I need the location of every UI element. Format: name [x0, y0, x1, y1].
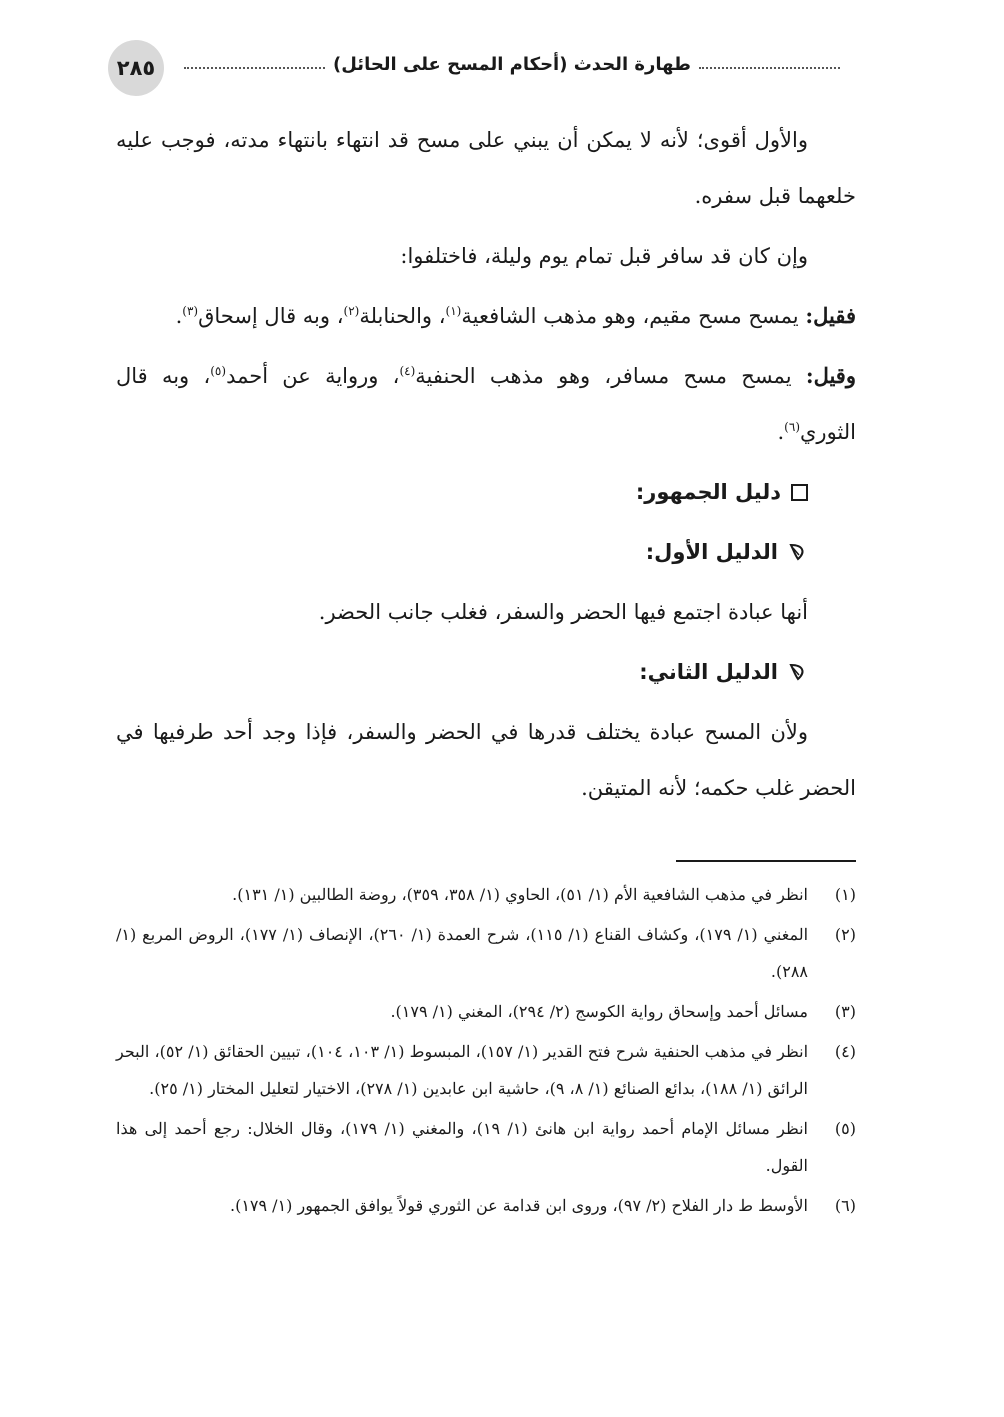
footnote [116, 876, 856, 913]
footnote-number: (٣) [834, 1002, 856, 1021]
footnote-ref-4[interactable]: (٤) [399, 364, 416, 378]
paragraph-3-text: ، والحنابلة [359, 304, 446, 328]
paragraph-3-text: يمسح مسح مقيم، وهو مذهب الشافعية [461, 304, 806, 328]
footnote-number: (٢) [834, 925, 856, 944]
main-text [116, 112, 856, 820]
section-heading-text: دليل الجمهور: [635, 480, 781, 504]
footnote-ref-6[interactable]: (٦) [784, 420, 800, 434]
paragraph-4 [116, 348, 856, 460]
paragraph-6: ولأن المسح عبادة يختلف قدرها في الحضر والسفر، فإذا وجد أحد طرفيها في الحضر غلب حكمه؛ لأنه المتيقن. [116, 720, 856, 800]
footnote-ref-3[interactable]: (٣) [182, 304, 199, 318]
paragraph-3-lead: فقيل: [805, 303, 856, 328]
page-number: ٢٨٥ [108, 40, 164, 96]
subheading-2 [116, 644, 856, 700]
paragraph-4-text: يمسح مسح مسافر، وهو مذهب الحنفية [415, 364, 806, 388]
running-title-row [176, 54, 848, 75]
paragraph-3-text: . [175, 304, 183, 328]
paragraph-4-text: ، ورواية عن أحمد [226, 364, 400, 388]
footnote [116, 1187, 856, 1224]
footnotes [116, 876, 856, 1227]
leader-dots-right [699, 67, 840, 69]
footnote-number: (٦) [834, 1196, 856, 1215]
paragraph-4-text: ، وبه قال الثوري [116, 364, 856, 444]
subheading-1 [116, 524, 856, 580]
page-header [108, 40, 848, 106]
paragraph-5: أنها عبادة اجتمع فيها الحضر والسفر، فغلب جانب الحضر. [318, 600, 808, 624]
leader-dots-left [184, 67, 325, 69]
footnote-number: (٤) [834, 1042, 856, 1061]
footnote-text: انظر في مذهب الشافعية الأم (١/ ٥١)، الحاوي (١/ ٣٥٨، ٣٥٩)، روضة الطالبين (١/ ١٣١). [232, 885, 808, 904]
paragraph-1: والأول أقوى؛ لأنه لا يمكن أن يبني على مسح قد انتهاء بانتهاء مدته، فوجب عليه خلعهما قبل سفره. [116, 128, 856, 208]
footnote-ref-5[interactable]: (٥) [210, 364, 227, 378]
footnote-number: (١) [834, 885, 856, 904]
leaf-icon [788, 542, 808, 562]
footnote [116, 993, 856, 1030]
footnote-text: المغني (١/ ١٧٩)، وكشاف القناع (١/ ١١٥)، شرح العمدة (١/ ٢٦٠)، الإنصاف (١/ ١٧٧)، الروض المربع (١/ ٢٨٨). [116, 925, 809, 981]
subheading-1-text: الدليل الأول: [645, 540, 778, 564]
section-heading [116, 464, 856, 520]
footnote [116, 916, 856, 990]
footnote-ref-2[interactable]: (٢) [343, 304, 360, 318]
paragraph-3 [116, 288, 856, 344]
leaf-icon [788, 662, 808, 682]
footnote-text: انظر مسائل الإمام أحمد رواية ابن هانئ (١/ ١٩)، والمغني (١/ ١٧٩)، وقال الخلال: رجع أحمد إلى هذا القول. [116, 1119, 809, 1175]
subheading-2-text: الدليل الثاني: [639, 660, 778, 684]
footnote-text: انظر في مذهب الحنفية شرح فتح القدير (١/ ١٥٧)، المبسوط (١/ ١٠٣، ١٠٤)، تبيين الحقائق (١/ ٥٢)، البحر الرائق (١/ ١٨٨)، بدائع الصنائع (١/ ٨، ٩)، حاشية ابن عابدين (١/ ٢٧٨)، الاختيار لتعليل المختار (١/ ٢٥). [116, 1042, 809, 1098]
footnote-text: مسائل أحمد وإسحاق رواية الكوسج (٢/ ٢٩٤)، المغني (١/ ١٧٩). [390, 1002, 808, 1021]
paragraph-4-text: . [777, 420, 785, 444]
paragraph-3-text: ، وبه قال إسحاق [198, 304, 344, 328]
running-title: طهارة الحدث (أحكام المسح على الحائل) [333, 54, 691, 75]
footnote-separator [676, 860, 856, 862]
footnote-ref-1[interactable]: (١) [445, 304, 462, 318]
footnote [116, 1110, 856, 1184]
footnote-number: (٥) [834, 1119, 856, 1138]
footnote-text: الأوسط ط دار الفلاح (٢/ ٩٧)، وروى ابن قدامة عن الثوري قولاً يوافق الجمهور (١/ ١٧٩). [229, 1196, 808, 1215]
square-box-icon [791, 484, 808, 501]
paragraph-4-lead: وقيل: [805, 363, 856, 388]
footnote [116, 1033, 856, 1107]
paragraph-2: وإن كان قد سافر قبل تمام يوم وليلة، فاختلفوا: [400, 244, 808, 268]
